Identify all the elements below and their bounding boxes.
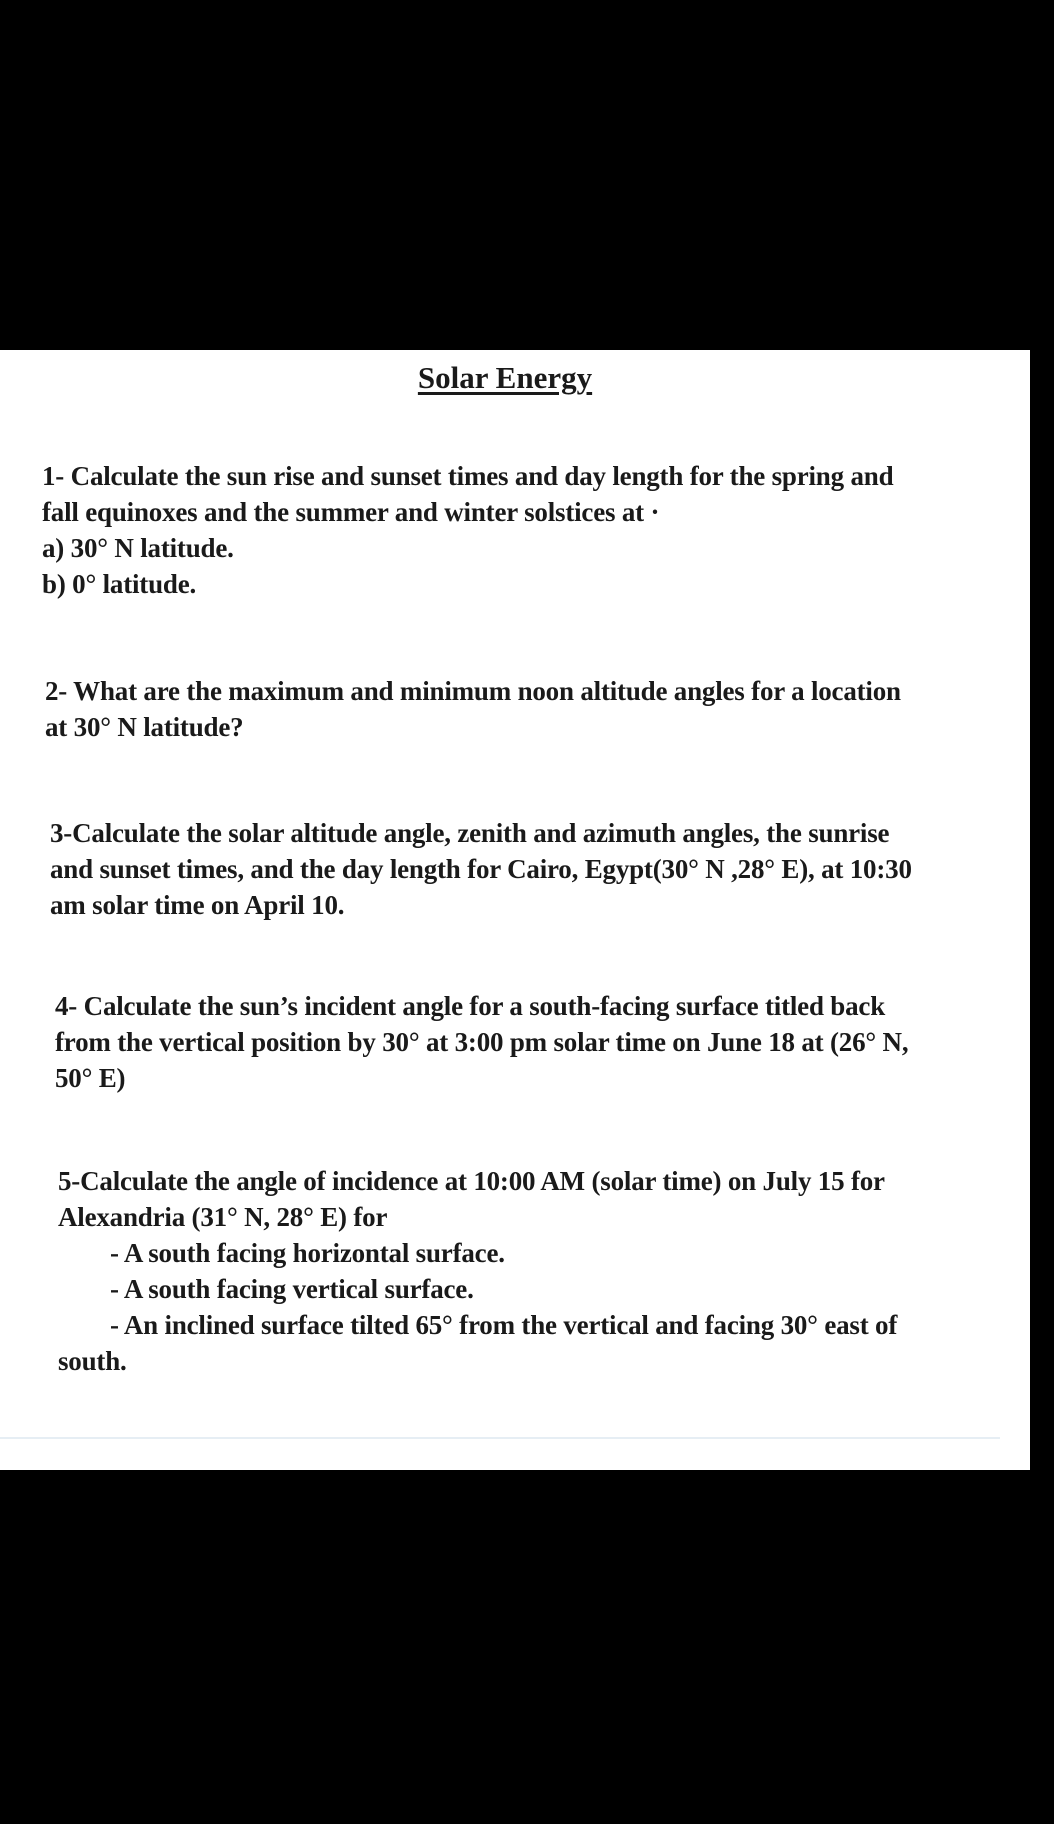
- question-bullet: - A south facing vertical surface.: [110, 1274, 474, 1304]
- question-1: [42, 458, 982, 602]
- question-line: fall equinoxes and the summer and winter solstices at ·: [42, 497, 660, 527]
- question-4: [55, 988, 995, 1096]
- question-line: 5-Calculate the angle of incidence at 10:00 AM (solar time) on July 15 for: [58, 1166, 885, 1196]
- question-line: 1- Calculate the sun rise and sunset times and day length for the spring and: [42, 461, 894, 491]
- question-line: 3-Calculate the solar altitude angle, zenith and azimuth angles, the sunrise: [50, 818, 890, 848]
- question-line: am solar time on April 10.: [50, 890, 345, 920]
- question-bullet: - An inclined surface tilted 65° from the vertical and facing 30° east of: [110, 1310, 898, 1340]
- question-3: [50, 815, 990, 923]
- question-line: at 30° N latitude?: [45, 712, 244, 742]
- document-page: [0, 350, 1030, 1470]
- question-line: from the vertical position by 30° at 3:00 pm solar time on June 18 at (26° N,: [55, 1027, 909, 1057]
- question-line: south.: [58, 1346, 127, 1376]
- question-line: and sunset times, and the day length for Cairo, Egypt(30° N ,28° E), at 10:30: [50, 854, 912, 884]
- question-line: Alexandria (31° N, 28° E) for: [58, 1202, 388, 1232]
- question-line: 2- What are the maximum and minimum noon altitude angles for a location: [45, 676, 901, 706]
- divider: [0, 1437, 1000, 1439]
- question-bullet: - A south facing horizontal surface.: [110, 1238, 505, 1268]
- question-line: 50° E): [55, 1063, 126, 1093]
- page-title: Solar Energy: [417, 360, 593, 395]
- question-line: 4- Calculate the sun’s incident angle for a south-facing surface titled back: [55, 991, 886, 1021]
- question-5: [58, 1163, 998, 1379]
- question-2: [45, 673, 985, 745]
- question-line: a) 30° N latitude.: [42, 533, 234, 563]
- question-line: b) 0° latitude.: [42, 569, 197, 599]
